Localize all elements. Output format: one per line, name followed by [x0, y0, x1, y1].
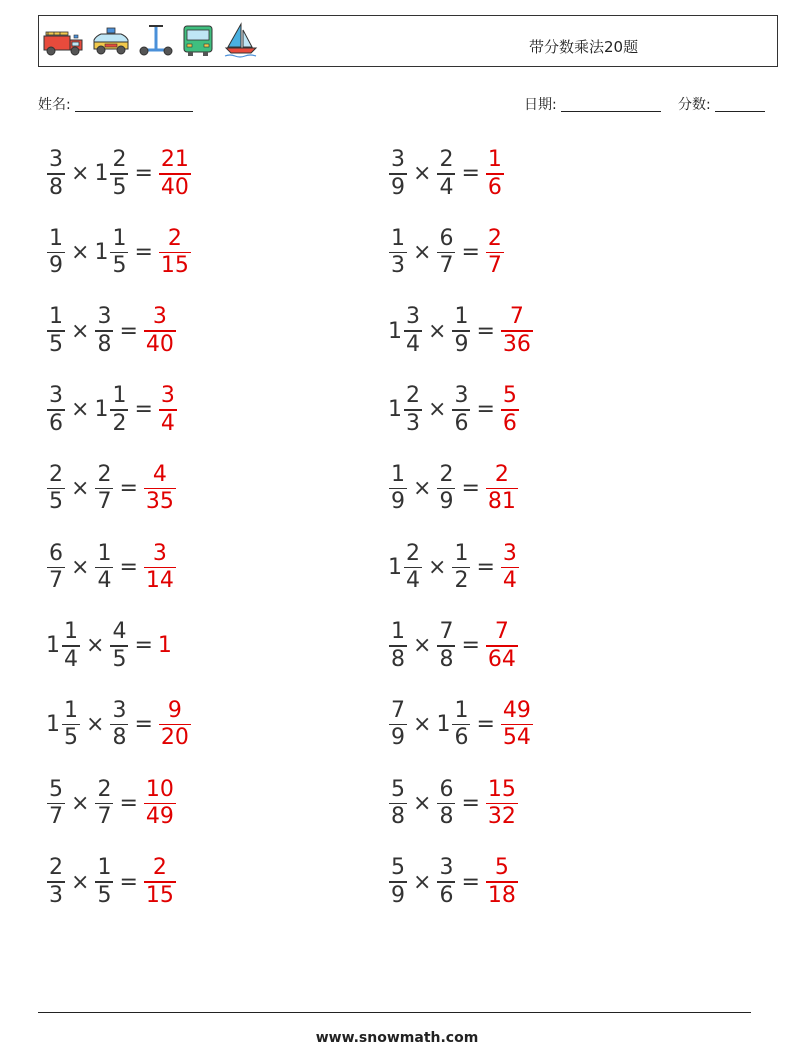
- fraction: [452, 304, 470, 358]
- times-sign: ×: [86, 633, 105, 659]
- fraction: [95, 541, 113, 595]
- numerator: 2: [97, 461, 112, 487]
- numerator: 1: [487, 147, 502, 172]
- equals-sign: =: [476, 554, 495, 580]
- equals-sign: =: [461, 239, 480, 265]
- numerator: 21: [160, 147, 189, 172]
- name-label: 姓名:: [38, 97, 71, 113]
- denominator: 6: [454, 725, 469, 751]
- fraction: [110, 147, 128, 201]
- fraction: [389, 698, 407, 752]
- denominator: 5: [112, 646, 127, 672]
- denominator: 4: [64, 646, 78, 672]
- fraction: [437, 462, 455, 516]
- numerator: 2: [112, 147, 127, 172]
- equals-sign: =: [476, 318, 495, 344]
- numerator: 3: [152, 304, 167, 330]
- fraction: [144, 855, 176, 909]
- answer: [485, 777, 519, 831]
- numerator: 2: [487, 225, 502, 251]
- fraction: [501, 698, 533, 752]
- fraction: [486, 619, 518, 673]
- denominator: 5: [64, 725, 78, 751]
- numerator: 2: [439, 147, 454, 172]
- numerator: 3: [406, 304, 420, 330]
- denominator: 9: [391, 174, 405, 200]
- equals-sign: =: [476, 397, 495, 423]
- fraction: [501, 304, 533, 358]
- answer: [158, 147, 192, 201]
- denominator: 3: [391, 253, 405, 279]
- denominator: 8: [97, 331, 112, 357]
- whole-number: 1: [94, 397, 109, 423]
- denominator: 3: [406, 410, 420, 436]
- numerator: 1: [391, 461, 405, 487]
- answer: [485, 226, 505, 280]
- problem-item: [388, 777, 519, 831]
- denominator: 8: [391, 646, 405, 672]
- numerator: 3: [502, 540, 517, 566]
- fraction: [437, 855, 455, 909]
- numerator: 6: [439, 225, 454, 251]
- problem-item: [46, 383, 178, 437]
- fraction: [486, 777, 518, 831]
- fraction: [95, 304, 113, 358]
- denominator: 81: [487, 489, 516, 515]
- worksheet-title: 带分数乘法20题: [529, 38, 639, 56]
- answer: [485, 147, 505, 201]
- denominator: 5: [112, 174, 127, 200]
- equals-sign: =: [134, 633, 153, 659]
- numerator: 7: [494, 619, 509, 645]
- fraction: [47, 383, 65, 437]
- fraction: [404, 541, 422, 595]
- denominator: 5: [112, 253, 127, 279]
- numerator: 1: [97, 540, 112, 566]
- denominator: 4: [439, 174, 454, 200]
- denominator: 35: [145, 489, 174, 515]
- denominator: 6: [502, 410, 517, 436]
- answer: [158, 698, 192, 752]
- denominator: 9: [391, 725, 405, 751]
- problem-item: [46, 698, 192, 752]
- denominator: 6: [439, 882, 454, 908]
- denominator: 6: [487, 174, 502, 200]
- fraction: [437, 226, 455, 280]
- equals-sign: =: [119, 318, 138, 344]
- fraction: [389, 147, 407, 201]
- numerator: 6: [439, 776, 454, 802]
- whole-number: 1: [46, 633, 60, 659]
- fraction: [144, 304, 176, 358]
- numerator: 1: [454, 540, 469, 566]
- numerator: 3: [391, 147, 405, 172]
- times-sign: ×: [413, 161, 432, 187]
- fraction: [486, 147, 504, 201]
- fraction: [389, 777, 407, 831]
- fraction: [47, 147, 65, 201]
- numerator: 1: [49, 304, 63, 330]
- fraction: [437, 619, 455, 673]
- times-sign: ×: [71, 161, 90, 187]
- numerator: 2: [406, 383, 420, 409]
- denominator: 15: [145, 882, 174, 908]
- answer: [500, 383, 520, 437]
- numerator: 2: [49, 855, 63, 881]
- whole-number: 1: [94, 161, 109, 187]
- problem-item: [46, 777, 177, 831]
- whole-number: 1: [388, 554, 402, 580]
- fraction: [404, 383, 422, 437]
- equals-sign: =: [134, 239, 153, 265]
- numerator: 6: [49, 540, 63, 566]
- times-sign: ×: [71, 318, 90, 344]
- times-sign: ×: [71, 476, 90, 502]
- equals-sign: =: [119, 476, 138, 502]
- denominator: 15: [160, 253, 189, 279]
- denominator: 5: [49, 331, 63, 357]
- whole-number: 1: [436, 712, 451, 738]
- equals-sign: =: [119, 554, 138, 580]
- equals-sign: =: [476, 712, 495, 738]
- problem-item: [388, 462, 519, 516]
- times-sign: ×: [428, 397, 447, 423]
- denominator: 2: [112, 410, 127, 436]
- times-sign: ×: [71, 554, 90, 580]
- whole-number: 1: [94, 239, 109, 265]
- fraction: [452, 541, 470, 595]
- problem-item: [46, 304, 177, 358]
- fraction: [501, 383, 519, 437]
- answer: [158, 633, 173, 658]
- numerator: 3: [112, 697, 127, 723]
- denominator: 8: [49, 174, 63, 200]
- fraction: [486, 226, 504, 280]
- denominator: 6: [454, 410, 469, 436]
- numerator: 5: [391, 776, 405, 802]
- equals-sign: =: [461, 869, 480, 895]
- problem-item: [46, 462, 177, 516]
- fraction: [389, 462, 407, 516]
- denominator: 8: [439, 646, 454, 672]
- equals-sign: =: [134, 397, 153, 423]
- answer: [500, 541, 520, 595]
- denominator: 7: [487, 253, 502, 279]
- denominator: 9: [454, 331, 469, 357]
- numerator: 15: [487, 776, 516, 802]
- fraction: [144, 777, 176, 831]
- equals-sign: =: [461, 476, 480, 502]
- denominator: 4: [502, 568, 517, 593]
- denominator: 9: [439, 489, 454, 515]
- fraction: [144, 462, 176, 516]
- denominator: 5: [49, 489, 63, 515]
- equals-sign: =: [461, 633, 480, 659]
- numerator: 3: [49, 383, 63, 409]
- answer: [143, 777, 177, 831]
- date-label: 日期:: [524, 97, 557, 113]
- denominator: 36: [502, 331, 531, 357]
- problem-item: [388, 226, 505, 280]
- times-sign: ×: [413, 790, 432, 816]
- fraction: [47, 304, 65, 358]
- times-sign: ×: [413, 476, 432, 502]
- denominator: 3: [49, 882, 63, 908]
- denominator: 54: [502, 725, 531, 751]
- numerator: 1: [97, 855, 112, 881]
- times-sign: ×: [413, 633, 432, 659]
- fraction: [144, 541, 176, 595]
- numerator: 1: [391, 619, 405, 645]
- numerator: 2: [406, 540, 420, 566]
- numerator: 5: [502, 383, 517, 409]
- numerator: 1: [112, 383, 127, 409]
- numerator: 3: [97, 304, 112, 330]
- fraction: [47, 462, 65, 516]
- denominator: 20: [160, 725, 189, 751]
- denominator: 8: [439, 804, 454, 830]
- equals-sign: =: [119, 790, 138, 816]
- times-sign: ×: [413, 869, 432, 895]
- problem-item: [388, 541, 520, 595]
- denominator: 7: [49, 804, 63, 830]
- denominator: 2: [454, 568, 469, 593]
- denominator: 49: [145, 804, 174, 830]
- fraction: [62, 619, 80, 673]
- times-sign: ×: [428, 318, 447, 344]
- numerator: 3: [439, 855, 454, 881]
- problem-item: [46, 619, 173, 673]
- problem-item: [388, 304, 534, 358]
- numerator: 1: [391, 225, 405, 251]
- numerator: 2: [97, 776, 112, 802]
- numerator: 3: [454, 383, 469, 409]
- numerator: 1: [49, 225, 63, 251]
- answer: [143, 541, 177, 595]
- denominator: 40: [145, 331, 174, 357]
- fraction: [47, 541, 65, 595]
- fraction: [110, 619, 128, 673]
- fraction: [159, 698, 191, 752]
- fraction: [110, 383, 128, 437]
- denominator: 8: [391, 804, 405, 830]
- denominator: 4: [97, 568, 112, 593]
- times-sign: ×: [413, 239, 432, 265]
- denominator: 14: [145, 568, 174, 593]
- times-sign: ×: [71, 869, 90, 895]
- numerator: 7: [391, 697, 405, 723]
- denominator: 40: [160, 174, 189, 200]
- numerator: 2: [439, 461, 454, 487]
- denominator: 7: [439, 253, 454, 279]
- denominator: 4: [160, 410, 175, 436]
- denominator: 4: [406, 568, 420, 593]
- whole-number: 1: [388, 318, 402, 344]
- numerator: 1: [64, 697, 78, 723]
- footer-url: www.snowmath.com: [315, 1030, 479, 1046]
- denominator: 6: [49, 410, 63, 436]
- denominator: 5: [97, 882, 112, 908]
- fraction: [95, 462, 113, 516]
- fraction: [486, 855, 518, 909]
- fraction: [95, 855, 113, 909]
- times-sign: ×: [71, 397, 90, 423]
- problem-item: [46, 855, 177, 909]
- denominator: 7: [97, 489, 112, 515]
- fraction: [389, 226, 407, 280]
- score-label: 分数:: [678, 97, 711, 113]
- fraction: [47, 777, 65, 831]
- denominator: 9: [391, 489, 405, 515]
- times-sign: ×: [86, 712, 105, 738]
- answer: [158, 226, 192, 280]
- numerator: 9: [167, 697, 182, 723]
- denominator: 32: [487, 804, 516, 830]
- denominator: 4: [406, 331, 420, 357]
- whole-number: 1: [157, 633, 172, 659]
- numerator: 5: [49, 776, 63, 802]
- problem-item: [46, 541, 177, 595]
- numerator: 2: [49, 461, 63, 487]
- fraction: [437, 147, 455, 201]
- denominator: 8: [112, 725, 127, 751]
- problem-item: [46, 147, 192, 201]
- equals-sign: =: [134, 161, 153, 187]
- answer: [500, 304, 534, 358]
- denominator: 7: [97, 804, 112, 830]
- denominator: 64: [487, 646, 516, 672]
- problem-item: [388, 147, 505, 201]
- answer: [143, 855, 177, 909]
- fraction: [62, 698, 80, 752]
- fraction: [95, 777, 113, 831]
- whole-number: 1: [388, 397, 402, 423]
- fraction: [404, 304, 422, 358]
- numerator: 49: [502, 697, 531, 723]
- fraction: [389, 855, 407, 909]
- footer-divider: [38, 1012, 751, 1013]
- problem-item: [388, 855, 519, 909]
- fraction: [159, 147, 191, 201]
- numerator: 3: [152, 540, 167, 566]
- numerator: 7: [439, 619, 454, 645]
- numerator: 5: [391, 855, 405, 881]
- numerator: 1: [64, 619, 78, 645]
- numerator: 1: [454, 304, 469, 330]
- answer: [143, 462, 177, 516]
- denominator: 9: [49, 253, 63, 279]
- times-sign: ×: [428, 554, 447, 580]
- answer: [143, 304, 177, 358]
- answer: [485, 855, 519, 909]
- answer: [485, 619, 519, 673]
- fraction: [452, 383, 470, 437]
- fraction: [389, 619, 407, 673]
- numerator: 5: [494, 855, 509, 881]
- problem-item: [46, 226, 192, 280]
- denominator: 18: [487, 882, 516, 908]
- fraction: [47, 855, 65, 909]
- numerator: 2: [494, 461, 509, 487]
- numerator: 2: [152, 855, 167, 881]
- numerator: 1: [112, 225, 127, 251]
- answer: [485, 462, 519, 516]
- fraction: [437, 777, 455, 831]
- problem-item: [388, 383, 520, 437]
- numerator: 7: [509, 304, 524, 330]
- numerator: 4: [152, 461, 167, 487]
- equals-sign: =: [461, 161, 480, 187]
- fraction: [110, 698, 128, 752]
- problem-item: [388, 619, 519, 673]
- fraction: [486, 462, 518, 516]
- times-sign: ×: [413, 712, 432, 738]
- fraction: [47, 226, 65, 280]
- fraction: [159, 383, 177, 437]
- equals-sign: =: [461, 790, 480, 816]
- times-sign: ×: [71, 790, 90, 816]
- numerator: 4: [112, 619, 127, 645]
- fraction: [501, 541, 519, 595]
- numerator: 3: [49, 147, 63, 172]
- numerator: 10: [145, 776, 174, 802]
- equals-sign: =: [134, 712, 153, 738]
- answer: [500, 698, 534, 752]
- fraction: [452, 698, 470, 752]
- fraction: [159, 226, 191, 280]
- times-sign: ×: [71, 239, 90, 265]
- numerator: 2: [167, 225, 182, 251]
- numerator: 1: [454, 697, 469, 723]
- equals-sign: =: [119, 869, 138, 895]
- numerator: 3: [160, 383, 175, 409]
- problem-item: [388, 698, 534, 752]
- answer: [158, 383, 178, 437]
- fraction: [110, 226, 128, 280]
- whole-number: 1: [46, 712, 60, 738]
- denominator: 9: [391, 882, 405, 908]
- denominator: 7: [49, 568, 63, 593]
